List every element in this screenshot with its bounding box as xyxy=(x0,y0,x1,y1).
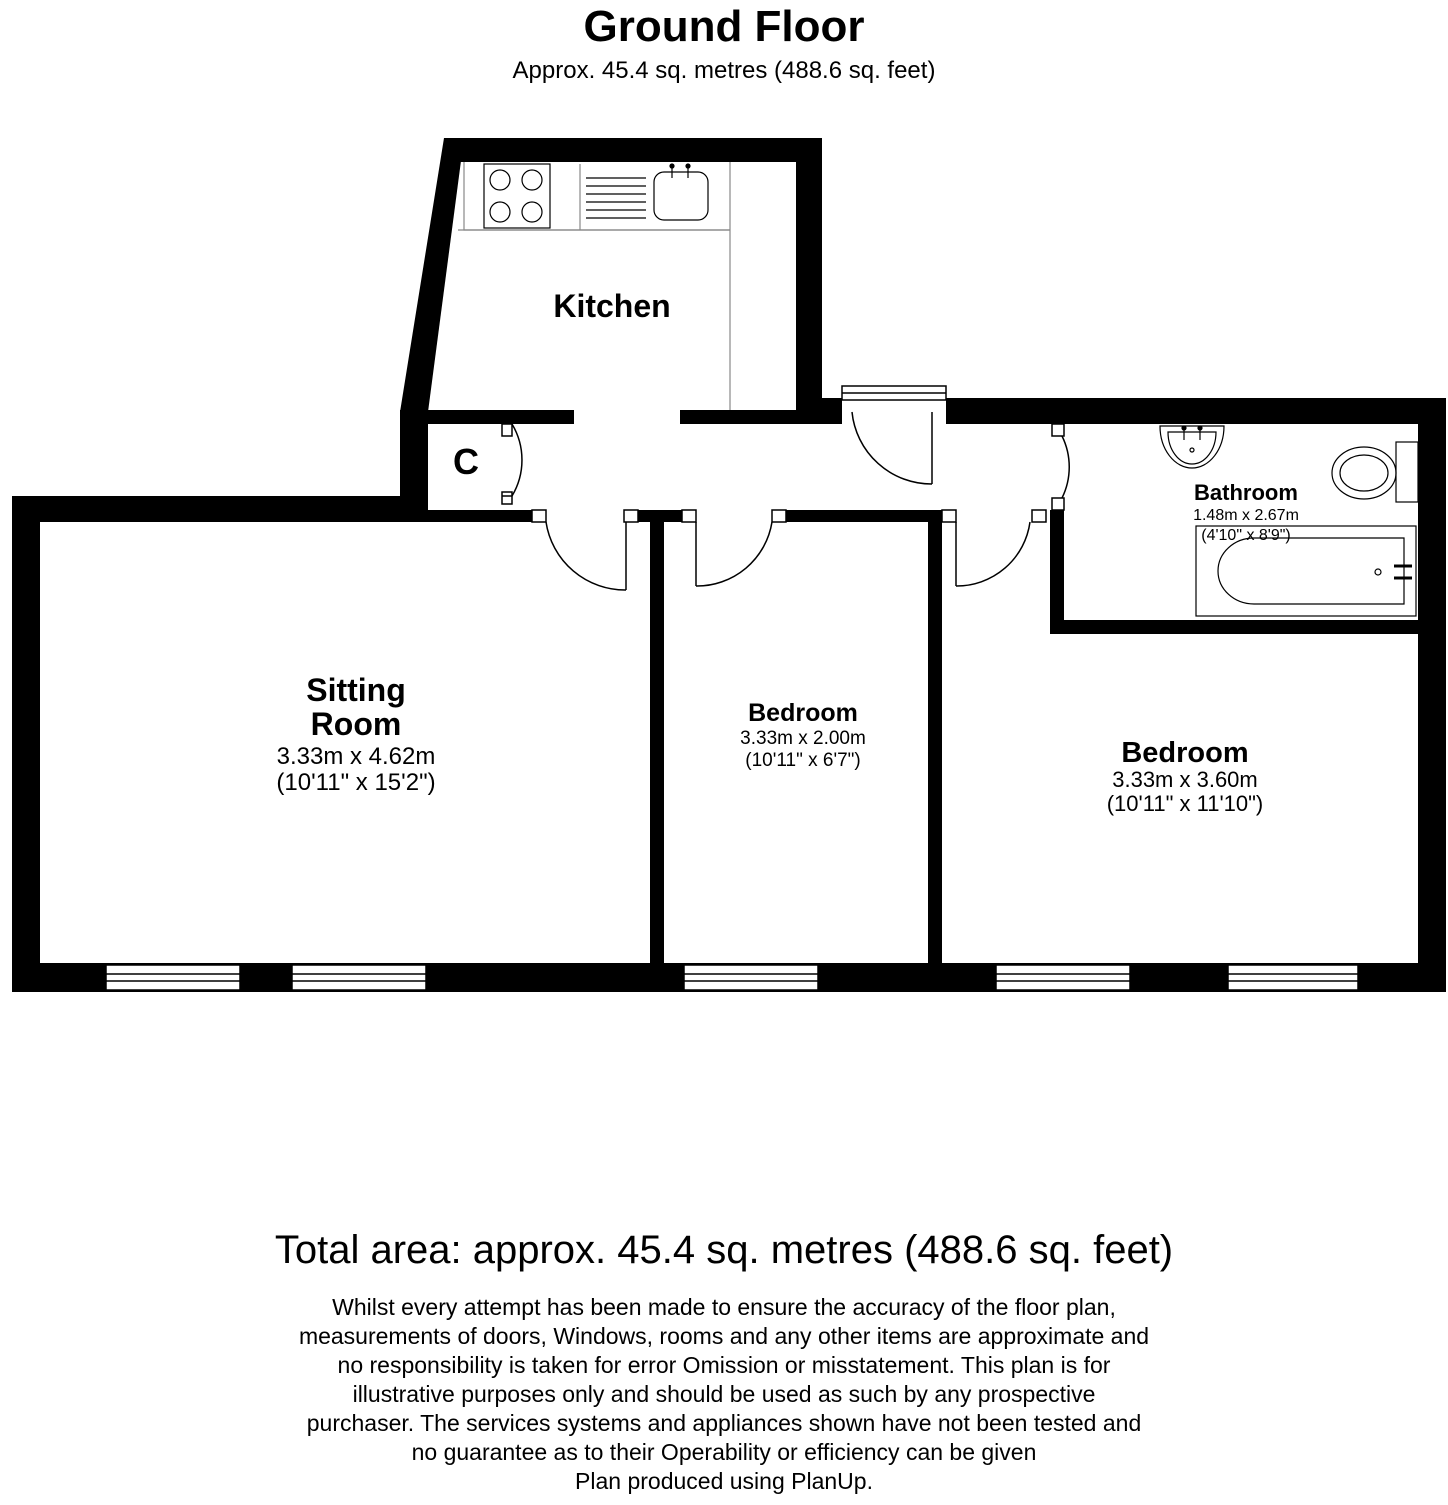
drainer-icon xyxy=(586,178,646,218)
disclaimer-line: illustrative purposes only and should be used as such by any prospective xyxy=(352,1381,1096,1407)
bedroom2-window-2 xyxy=(1228,965,1358,990)
bathroom-door-swing xyxy=(1062,436,1069,498)
page-title: Ground Floor xyxy=(583,2,865,51)
bedroom2-window-1 xyxy=(996,965,1130,990)
bedroom-partition xyxy=(928,510,942,965)
floor-area-subtitle: Approx. 45.4 sq. metres (488.6 sq. feet) xyxy=(512,57,936,84)
kitchen-right-wall xyxy=(796,138,822,410)
bathroom-label: Bathroom xyxy=(1194,480,1298,505)
sitting-room-dim-metric: 3.33m x 4.62m xyxy=(276,743,436,770)
left-outer-wall xyxy=(12,496,40,992)
disclaimer-line: purchaser. The services systems and appliances shown have not been tested and xyxy=(306,1410,1142,1436)
sitting-room-label-line1: Sitting xyxy=(306,672,406,708)
right-outer-wall xyxy=(1418,398,1446,992)
kitchen-left-wall xyxy=(400,138,464,412)
sitting-bedroom-partition xyxy=(650,510,664,965)
bedroom2-dim-metric: 3.33m x 3.60m xyxy=(1112,767,1258,792)
sitting-room-top-wall xyxy=(12,496,428,522)
kitchen-bottom-wall-right xyxy=(680,410,840,424)
disclaimer-line: Whilst every attempt has been made to ensure the accuracy of the floor plan, xyxy=(332,1294,1116,1320)
sink-icon xyxy=(654,172,708,220)
cupboard-bottom-wall xyxy=(428,510,532,522)
sitting-room-dim-imperial: (10'11" x 15'2") xyxy=(276,769,436,796)
bedroom-window xyxy=(684,965,818,990)
disclaimer-line: Plan produced using PlanUp. xyxy=(575,1468,873,1494)
sitting-window-1 xyxy=(106,965,240,990)
kitchen-fixtures xyxy=(458,162,730,410)
bedroom2-label: Bedroom xyxy=(1121,737,1249,769)
sitting-room-label-line2: Room xyxy=(310,706,402,742)
bathroom-left-wall xyxy=(1050,510,1064,632)
bedroom-label: Bedroom xyxy=(748,699,858,727)
hall-top-wall-stub xyxy=(820,398,842,424)
kitchen-label: Kitchen xyxy=(553,288,671,324)
kitchen-top-wall xyxy=(444,138,822,162)
bathroom-dim-metric: 1.48m x 2.67m xyxy=(1193,507,1299,524)
partition-top-a xyxy=(636,510,684,522)
entrance-door-swing xyxy=(852,412,932,484)
disclaimer-line: no guarantee as to their Operability or efficiency can be given xyxy=(411,1439,1037,1465)
sitting-door-swing xyxy=(546,522,626,590)
toilet-icon xyxy=(1332,442,1418,502)
bedroom2-door-swing xyxy=(956,522,1030,586)
bedroom-top-wall xyxy=(786,510,942,522)
disclaimer xyxy=(0,1293,1448,1496)
bedroom-dim-metric: 3.33m x 2.00m xyxy=(740,728,866,749)
bathroom-dim-imperial: (4'10" x 8'9") xyxy=(1201,527,1291,544)
cupboard-door-swing xyxy=(512,424,522,496)
bathroom-top-wall xyxy=(946,398,1446,424)
walls xyxy=(12,138,1446,992)
bedroom-dim-imperial: (10'11" x 6'7") xyxy=(745,750,861,771)
bedroom2-dim-imperial: (10'11" x 11'10") xyxy=(1106,791,1264,816)
cupboard-label: C xyxy=(453,441,479,482)
bedroom-door-swing xyxy=(696,522,772,586)
disclaimer-line: measurements of doors, Windows, rooms and any other items are approximate and xyxy=(298,1323,1150,1349)
total-area: Total area: approx. 45.4 sq. metres (488.6 sq. feet) xyxy=(274,1228,1174,1272)
disclaimer-line: no responsibility is taken for error Omission or misstatement. This plan is for xyxy=(337,1352,1111,1378)
bathroom-bottom-wall xyxy=(1050,620,1420,634)
sitting-window-2 xyxy=(292,965,426,990)
